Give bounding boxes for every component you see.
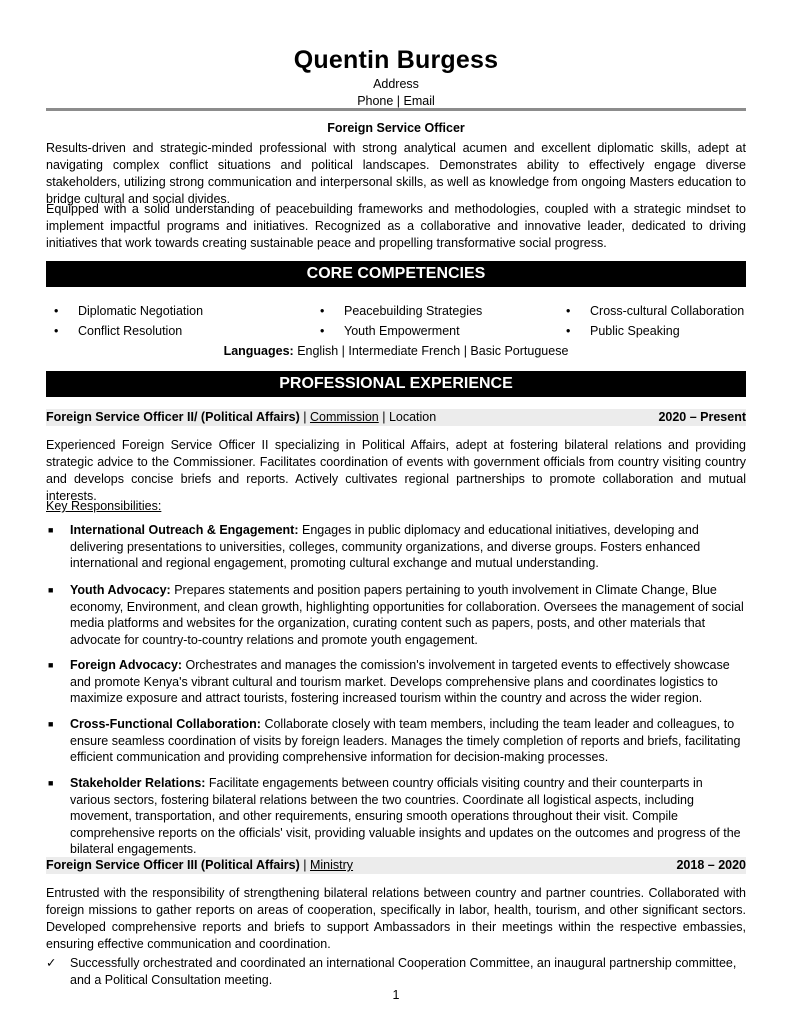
job-organization: Ministry — [309, 858, 354, 872]
square-bullet-icon: ■ — [48, 525, 54, 535]
job-dates: 2018 – 2020 — [676, 858, 746, 872]
job-header: Foreign Service Officer II/ (Political Affairs) | Commission | Location 2020 – Present — [46, 410, 746, 424]
checkmark-icon: ✓ — [46, 956, 57, 970]
job-summary: Experienced Foreign Service Officer II specializing in Political Affairs, adept at fostering bilateral relations and providing strategic advice to the Commissioner. Facilitates coordination of events with government officials from country visiting country and develops concise briefs and reports. Actively cultivates regional partnerships to promote collaboration and mutual interests. — [46, 438, 746, 503]
languages-line — [46, 344, 746, 358]
bullet-icon: • — [566, 304, 571, 318]
languages-value: English | Intermediate French | Basic Portuguese — [293, 344, 569, 358]
bullet-icon: • — [54, 324, 59, 338]
job-summary: Entrusted with the responsibility of strengthening bilateral relations between country and partner countries. Collaborated with foreign missions to gather reports on areas of cooperation, specifically in labor, health, tourism, and other significant sectors. Developed comprehensive reports and briefs to support Ambassadors in their meetings within the respective embassies, ensuring effective communication and coordination. — [46, 886, 746, 951]
bullet-icon: • — [320, 304, 325, 318]
job-dates: 2020 – Present — [658, 410, 746, 424]
candidate-name: Quentin Burgess — [293, 46, 499, 74]
job-title: Foreign Service Officer II/ (Political Affairs) — [46, 410, 300, 424]
square-bullet-icon: ■ — [48, 585, 54, 595]
phone-email: Phone | Email — [357, 94, 435, 108]
headline: Foreign Service Officer — [327, 121, 465, 135]
job-title: Foreign Service Officer III (Political Affairs) — [46, 858, 300, 872]
address: Address — [373, 77, 419, 91]
summary-paragraph-1: Results-driven and strategic-minded professional with strong analytical acumen and excellent diplomatic skills, adept at navigating complex conflict situations and political landscapes. Demonstrates ability to effectively engage diverse stakeholders, utilizing strong communication and interpersonal skills, as well as knowledge from ongoing Masters education to bridge cultural and social divides. — [46, 141, 746, 206]
section-header-competencies: CORE COMPETENCIES — [46, 261, 746, 287]
job-header: Foreign Service Officer III (Political Affairs) | Ministry 2018 – 2020 — [46, 858, 746, 872]
job-location: | Location — [378, 410, 437, 424]
bullet-icon: • — [320, 324, 325, 338]
square-bullet-icon: ■ — [48, 719, 54, 729]
bullet-icon: • — [54, 304, 59, 318]
section-header-experience: PROFESSIONAL EXPERIENCE — [46, 371, 746, 397]
job-organization: Commission — [309, 410, 379, 424]
languages-label: Languages: — [223, 344, 294, 358]
key-responsibilities-label: Key Responsibilities: — [46, 499, 162, 513]
page-number: 1 — [392, 988, 400, 1002]
header-divider — [46, 108, 746, 111]
summary-paragraph-2: Equipped with a solid understanding of peacebuilding frameworks and methodologies, coupled with a strategic mindset to implement impactful programs and initiatives. Recognized as a collaborative and innovative leader, dedicated to driving initiatives that work towards creating sustainable peace and propelling transformative social progress. — [46, 202, 746, 250]
square-bullet-icon: ■ — [48, 660, 54, 670]
bullet-icon: • — [566, 324, 571, 338]
square-bullet-icon: ■ — [48, 778, 54, 788]
